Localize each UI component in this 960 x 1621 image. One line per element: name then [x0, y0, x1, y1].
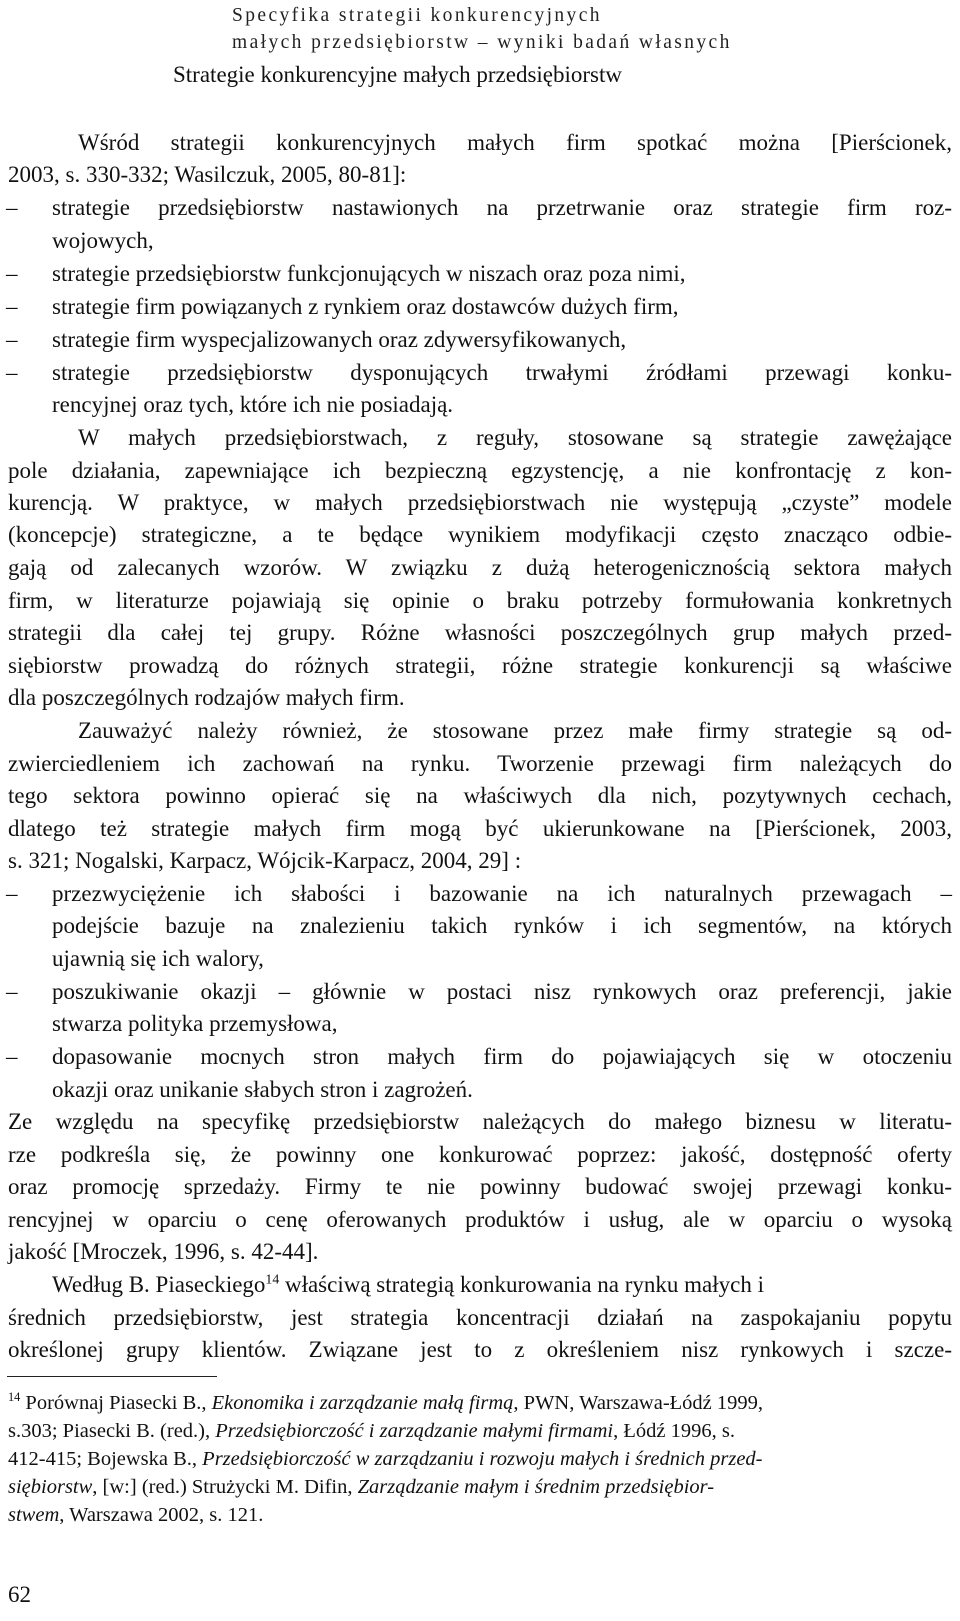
list-dash: – [6, 294, 18, 319]
body-line: 2003, s. 330-332; Wasilczuk, 2005, 80-81]: [8, 162, 407, 187]
list-item-line: stwarza polityka przemysłowa, [52, 1011, 338, 1036]
list-item-line: poszukiwanie okazji – głównie w postaci nisz rynkowych oraz preferencji, jakie [52, 979, 952, 1004]
body-line: kurencją. W praktyce, w małych przedsiębiorstwach nie występują „czyste” modele [8, 490, 952, 515]
footnote-text: , PWN, Warszawa-Łódź 1999, [513, 1392, 764, 1414]
footnote-title: Przedsiębiorczość i zarządzanie małymi firmami [215, 1420, 614, 1442]
body-line: oraz promocję sprzedaży. Firmy te nie powinny budować swojej przewagi konku- [8, 1174, 952, 1199]
running-head [232, 2, 732, 56]
body-line: strategii dla całej tej grupy. Różne własności poszczególnych grup małych przed- [8, 620, 952, 645]
footnote-title: siębiorstw [8, 1476, 93, 1498]
body-line: jakość [Mroczek, 1996, s. 42-44]. [8, 1239, 319, 1264]
footnote-text: , Warszawa 2002, s. 121. [59, 1504, 264, 1526]
footnote-reference[interactable]: 14 [265, 1271, 280, 1287]
footnote-text: , Łódź 1996, s. [613, 1420, 735, 1442]
footnote-mark: 14 [8, 1390, 21, 1405]
list-item-line: strategie przedsiębiorstw dysponujących trwałymi źródłami przewagi konku- [52, 360, 952, 385]
footnote-text: , [w:] (red.) Strużycki M. Difin, [92, 1476, 358, 1498]
body-line: Zauważyć należy również, że stosowane przez małe firmy strategie są od- [78, 718, 952, 743]
footnote-text: s.303; Piasecki B. (red.), [8, 1420, 216, 1442]
list-dash: – [6, 261, 18, 286]
body-line: dla poszczególnych rodzajów małych firm. [8, 685, 405, 710]
body-line: pole działania, zapewniające ich bezpieczną egzystencję, a nie konfrontację z kon- [8, 458, 952, 483]
body-line: rze podkreśla się, że powinny one konkurować poprzez: jakość, dostępność oferty [8, 1142, 952, 1167]
list-dash: – [6, 195, 18, 220]
list-item-line: strategie przedsiębiorstw funkcjonujących w niszach oraz poza nimi, [52, 261, 686, 286]
list-item-line: strategie przedsiębiorstw nastawionych na przetrwanie oraz strategie firm roz- [52, 195, 952, 220]
list-dash: – [6, 979, 18, 1004]
list-item-line: dopasowanie mocnych stron małych firm do pojawiających się w otoczeniu [52, 1044, 952, 1069]
footnote-line [8, 1502, 952, 1529]
body-line: zwierciedleniem ich zachowań na rynku. Tworzenie przewagi firm należących do [8, 751, 952, 776]
list-dash: – [6, 360, 18, 385]
page-number: 62 [8, 1582, 31, 1607]
body-text: Według B. Piaseckiego [52, 1272, 266, 1297]
body-line: tego sektora powinno opierać się na właściwych dla nich, pozytywnych cechach, [8, 783, 952, 808]
body-line: określonej grupy klientów. Związane jest to z określeniem nisz rynkowych i szcze- [8, 1337, 952, 1362]
running-head-line-1: Specyfika strategii konkurencyjnych [232, 5, 602, 26]
footnote-title: Przedsiębiorczość w zarządzaniu i rozwoju małych i średnich przed- [202, 1448, 763, 1470]
body-line: W małych przedsiębiorstwach, z reguły, stosowane są strategie zawężające [78, 425, 952, 450]
list-item-line: przezwyciężenie ich słabości i bazowanie na ich naturalnych przewagach – [52, 881, 952, 906]
footnote-separator [7, 1376, 217, 1377]
list-item-line: ujawnią się ich walory, [52, 946, 264, 971]
footnote-text: Porównaj Piasecki B., [20, 1392, 212, 1414]
running-head-line-2: małych przedsiębiorstw – wyniki badań własnych [232, 32, 732, 53]
body-line: firm, w literaturze pojawiają się opinie o braku potrzeby formułowania konkretnych [8, 588, 952, 613]
footnote-line [8, 1474, 952, 1501]
body-line: rencyjnej w oparciu o cenę oferowanych produktów i usług, ale w oparciu o wysoką [8, 1207, 952, 1232]
body-line: Wśród strategii konkurencyjnych małych firm spotkać można [Pierścionek, [78, 130, 952, 155]
list-item-line: okazji oraz unikanie słabych stron i zagrożeń. [52, 1077, 473, 1102]
list-item-line: strategie firm powiązanych z rynkiem oraz dostawców dużych firm, [52, 294, 679, 319]
list-item-line: strategie firm wyspecjalizowanych oraz zdywersyfikowanych, [52, 327, 627, 352]
body-line: (koncepcje) strategiczne, a te będące wynikiem modyfikacji często znacząco odbie- [8, 522, 952, 547]
footnote-title: Ekonomika i zarządzanie małą firmą [211, 1392, 514, 1414]
body-line: dlatego też strategie małych firm mogą być ukierunkowane na [Pierścionek, 2003, [8, 816, 952, 841]
body-line: gają od zalecanych wzorów. W związku z dużą heterogenicznością sektora małych [8, 555, 952, 580]
footnote-line [8, 1446, 952, 1473]
list-dash: – [6, 881, 18, 906]
body-text: właściwą strategią konkurowania na rynku małych i [279, 1272, 764, 1297]
list-item-line: podejście bazuje na znalezieniu takich rynków i ich segmentów, na których [52, 913, 952, 938]
body-line: s. 321; Nogalski, Karpacz, Wójcik-Karpacz, 2004, 29] : [8, 848, 522, 873]
list-item-line: wojowych, [52, 228, 154, 253]
section-title: Strategie konkurencyjne małych przedsiębiorstw [173, 62, 622, 87]
body-line: średnich przedsiębiorstw, jest strategia koncentracji działań na zaspokajaniu popytu [8, 1305, 952, 1330]
footnote-text: 412-415; Bojewska B., [8, 1448, 203, 1470]
footnote-title: Zarządzanie małym i średnim przedsiębior- [357, 1476, 715, 1498]
body-line [52, 1270, 952, 1300]
footnote-line [8, 1390, 952, 1417]
list-dash: – [6, 327, 18, 352]
list-dash: – [6, 1044, 18, 1069]
footnote-line [8, 1418, 952, 1445]
footnote-title: stwem [8, 1504, 60, 1526]
body-line: Ze względu na specyfikę przedsiębiorstw należących do małego biznesu w literatu- [8, 1109, 952, 1134]
list-item-line: rencyjnej oraz tych, które ich nie posiadają. [52, 392, 454, 417]
body-line: siębiorstw prowadzą do różnych strategii, różne strategie konkurencji są właściwe [8, 653, 952, 678]
